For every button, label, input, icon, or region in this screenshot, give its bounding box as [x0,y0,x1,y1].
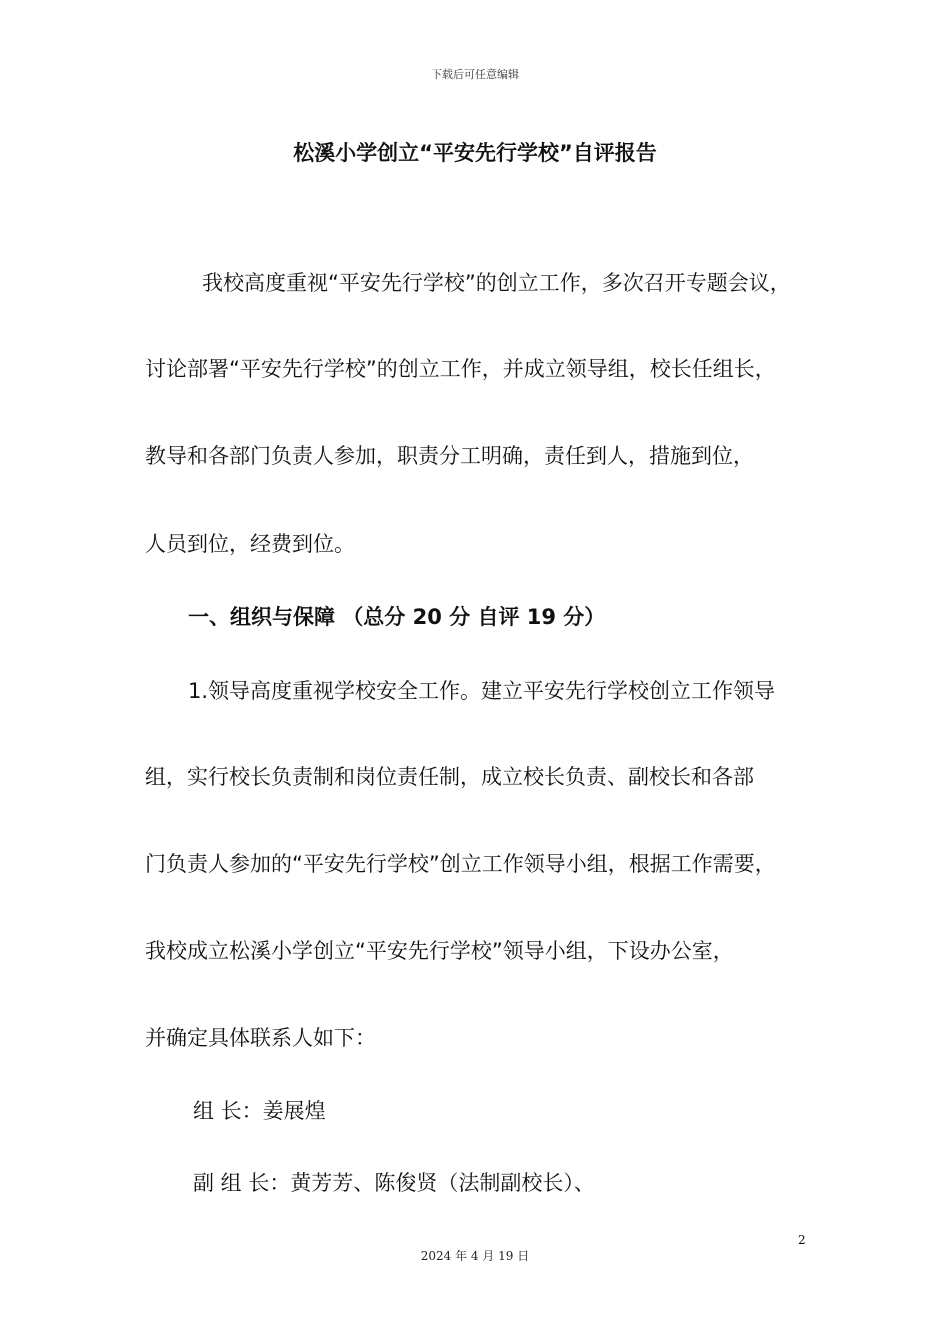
member-line: 组 长：姜展煌 [193,1099,326,1123]
paragraph-line: 我校成立松溪小学创立“平安先行学校”领导小组，下设办公室， [145,939,734,963]
footer-date: 2024 年 4 月 19 日 [420,1249,530,1263]
paragraph-line: 我校高度重视“平安先行学校”的创立工作，多次召开专题会议， [202,271,791,295]
paragraph-line: 1.领导高度重视学校安全工作。建立平安先行学校创立工作领导 [188,679,776,703]
paragraph-line: 组，实行校长负责制和岗位责任制，成立校长负责、副校长和各部 [145,765,754,789]
member-line: 副 组 长：黄芳芳、陈俊贤（法制副校长）、 [193,1171,595,1195]
header-note: 下载后可任意编辑 [431,68,519,81]
paragraph-line: 教导和各部门负责人参加，职责分工明确，责任到人，措施到位， [145,444,754,468]
page-number: 2 [798,1233,806,1247]
paragraph-line: 门负责人参加的“平安先行学校”创立工作领导小组，根据工作需要， [145,852,776,876]
report-title: 松溪小学创立“平安先行学校”自评报告 [293,141,657,165]
paragraph-line: 人员到位，经费到位。 [145,532,355,556]
paragraph-line: 并确定具体联系人如下： [145,1026,376,1050]
section-heading: 一、组织与保障 （总分 20 分 自评 19 分） [188,605,606,629]
paragraph-line: 讨论部署“平安先行学校”的创立工作，并成立领导组，校长任组长， [145,357,776,381]
